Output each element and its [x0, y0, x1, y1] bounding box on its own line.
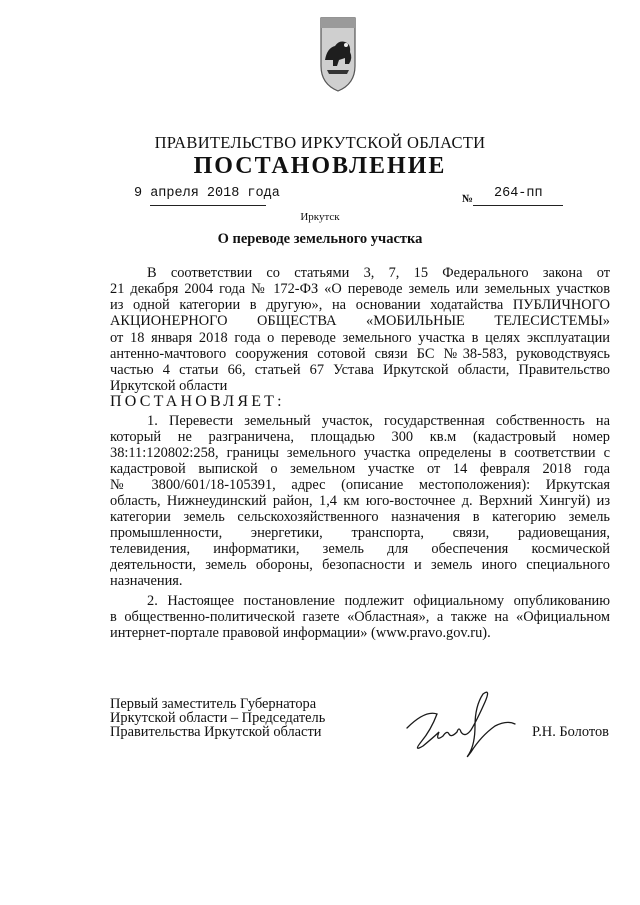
- item1-line: № 3800/601/18-105391, адрес (описание местоположения): Иркутская: [110, 477, 610, 493]
- handwritten-signature-icon: [395, 680, 525, 765]
- item1-line: 1. Перевести земельный участок, государственная собственность на: [147, 413, 610, 429]
- item1-line: кадастровой выпиской о земельном участке от 14 февраля 2018 года: [110, 461, 610, 477]
- preamble-line: В соответствии со статьями 3, 7, 15 Федерального закона от: [147, 265, 610, 281]
- signer-position-line: Правительства Иркутской области: [110, 724, 322, 740]
- date-underline: [150, 205, 266, 206]
- item1-line: деятельности, земель обороны, безопасности и земель иного специального: [110, 557, 610, 573]
- irkutsk-coat-of-arms-icon: [315, 14, 361, 94]
- preamble-line: частью 4 статьи 66, статьей 67 Устава Иркутской области, Правительство: [110, 362, 610, 378]
- item2-line: в общественно-политической газете «Областная», а также на «Официальном: [110, 609, 610, 625]
- item1-line: категории земель сельскохозяйственного назначения в категорию земель: [110, 509, 610, 525]
- preamble-line: 21 декабря 2004 года № 172-ФЗ «О переводе земель или земельных участков: [110, 281, 610, 297]
- document-date: 9 апреля 2018 года: [134, 186, 280, 201]
- item2-line: интернет-портале правовой информации» (www.pravo.gov.ru).: [110, 625, 491, 641]
- signer-position-line: Иркутской области – Председатель: [110, 710, 326, 726]
- city: Иркутск: [300, 211, 340, 223]
- signer-position-line: Первый заместитель Губернатора: [110, 696, 317, 712]
- preamble-line: от 18 января 2018 года о переводе земельного участка в целях эксплуатации: [110, 330, 610, 346]
- authority-name: ПРАВИТЕЛЬСТВО ИРКУТСКОЙ ОБЛАСТИ: [154, 133, 486, 152]
- item1-line: который не разграничена, площадью 300 кв.м (кадастровый номер: [110, 429, 610, 445]
- document-title: О переводе земельного участка: [217, 231, 423, 247]
- item1-line: область, Нижнеудинский район, 1,4 км юго-восточнее д. Верхний Хингуй) из: [110, 493, 610, 509]
- number-sign: №: [462, 193, 474, 205]
- preamble-line: из одной категории в другую», на основании ходатайства ПУБЛИЧНОГО: [110, 297, 610, 313]
- number-underline: [473, 205, 563, 206]
- preamble-line: Иркутской области: [110, 378, 228, 394]
- document-type: ПОСТАНОВЛЕНИЕ: [193, 153, 447, 179]
- item1-line: промышленности, энергетики, транспорта, связи, радиовещания,: [110, 525, 610, 541]
- item2-line: 2. Настоящее постановление подлежит официальному опубликованию: [147, 593, 610, 609]
- item1-line: телевидения, информатики, земель для обеспечения космической: [110, 541, 610, 557]
- preamble-line: антенно-мачтового сооружения сотовой связи БС №38-583, руководствуясь: [110, 346, 610, 362]
- resolves-heading: ПОСТАНОВЛЯЕТ:: [110, 393, 285, 410]
- preamble-line: АКЦИОНЕРНОГО ОБЩЕСТВА «МОБИЛЬНЫЕ ТЕЛЕСИСТЕМЫ»: [110, 313, 610, 329]
- signer-name: Р.Н. Болотов: [532, 724, 609, 740]
- item1-line: 38:11:120802:258, границы земельного участка определены в соответствии с: [110, 445, 610, 461]
- item1-line: назначения.: [110, 573, 183, 589]
- document-number: 264-пп: [494, 186, 543, 201]
